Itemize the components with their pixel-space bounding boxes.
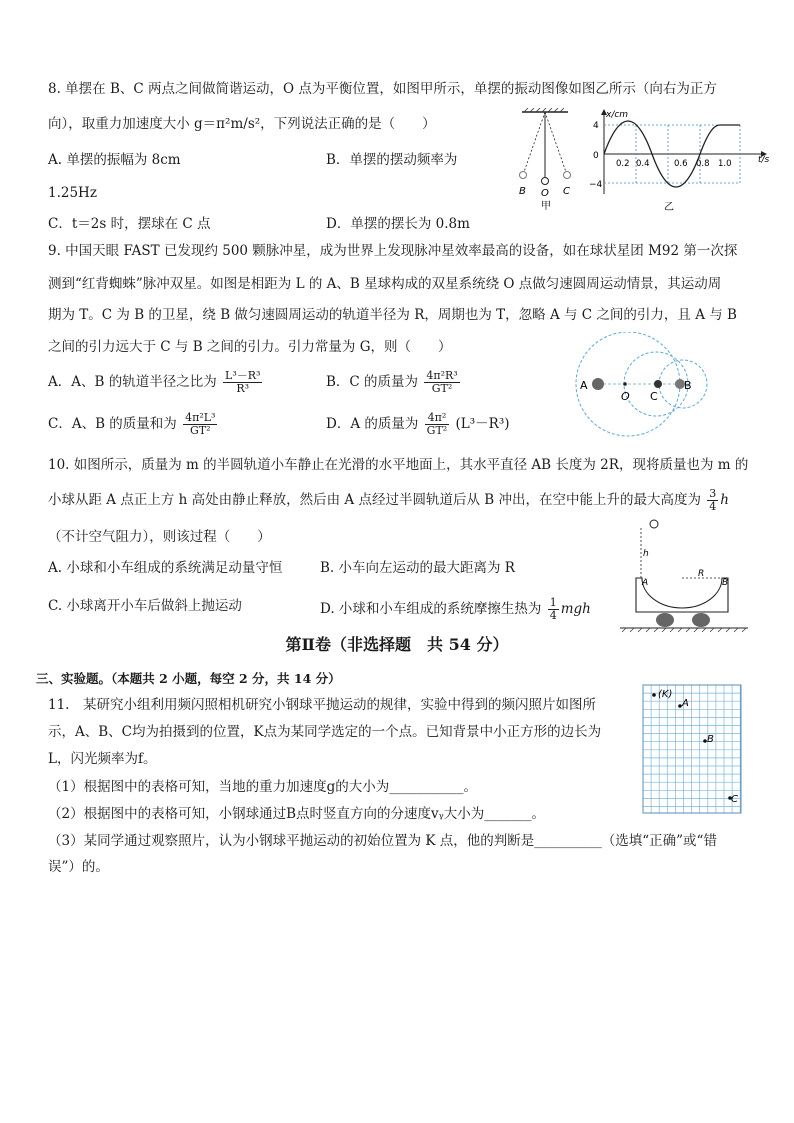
x-tick-0.6: 0.6 <box>674 159 688 169</box>
fig-caption-yi: 乙 <box>664 202 674 213</box>
ball <box>650 520 658 528</box>
q8-option-b-continued: 1.25Hz <box>48 185 97 201</box>
wheel-left <box>656 613 674 627</box>
x-axis-label: t/s <box>758 155 770 165</box>
y-axis-label: x/cm <box>606 110 629 120</box>
q11-sub3-line1: （3）某同学通过观察照片，认为小钢球平抛运动的初始位置为 K 点，他的判断是__________（选填“正确”或“错 <box>48 833 717 849</box>
q8-option-d: D．单摆的摆长为 0.8m <box>326 216 470 232</box>
q8-stem-line1: 8. 单摆在 B、C 两点之间做简谐运动，O 点为平衡位置，如图甲所示，单摆的振动图像如图乙所示（向右为正方 <box>48 81 717 97</box>
q10-option-b: B. 小车向左运动的最大距离为 R <box>320 560 515 576</box>
label-c: C <box>731 794 738 805</box>
oscillation-graph <box>584 104 784 214</box>
q9-option-d: D．A 的质量为 $\frac{\text{4π²}}{\text{GT²}}$ (L³－R³) <box>326 411 510 437</box>
wheel-right <box>692 613 710 627</box>
q9-option-c: C．A、B 的质量和为 $\frac{\text{4π²L³}}{\text{GT²}}$ <box>48 411 216 437</box>
label-o: O <box>541 188 549 199</box>
q9-stem-line3: 期为 T。C 为 B 的卫星，绕 B 做匀速圆周运动的轨道半径为 R，周期也为 T，忽略 A 与 C 之间的引力，且 A 与 B <box>48 307 737 323</box>
q11-stem-line3: L，闪光频率为f。 <box>48 751 157 767</box>
pendulum-string-left <box>524 112 545 172</box>
fig-caption-jia: 甲 <box>541 201 551 212</box>
satellite-c <box>654 380 662 388</box>
q9-stem-line2: 测到“红背蜘蛛”脉冲双星。如图是相距为 L 的 A、B 星球构成的双星系统绕 O 点做匀速圆周运动情景，其运动周 <box>48 276 722 292</box>
q9-d-fraction: $\frac{\text{4π²}}{\text{GT²}}$ <box>426 411 448 437</box>
binary-star-figure <box>570 332 770 444</box>
pendulum-figure <box>508 108 582 212</box>
x-tick-0.2: 0.2 <box>616 159 630 169</box>
q11-sub3-line2: 误”）的。 <box>48 859 109 875</box>
cart-body <box>636 578 728 612</box>
q9-a-fraction: $\frac{\text{L³－R³}}{\text{R³}}$ <box>225 369 261 395</box>
label-k: (K) <box>658 689 673 700</box>
q10-option-d: D. 小球和小车组成的系统摩擦生热为 $\frac{1}{4}$ mgh <box>320 596 591 622</box>
q8-stem-line2: 向），取重力加速度大小 g＝π²m/s²，下列说法正确的是（ ） <box>48 116 436 132</box>
label-b: B <box>707 734 714 745</box>
q10-option-a: A. 小球和小车组成的系统满足动量守恒 <box>48 560 283 576</box>
q10-stem-line2: 小球从距 A 点正上方 h 高处由静止释放，然后由 A 点经过半圆轨道后从 B 冲出，在空中能上升的最大高度为 $\frac{3}{4}$ h <box>48 487 729 513</box>
q9-b-fraction: $\frac{\text{4π²R³}}{\text{GT²}}$ <box>426 369 458 395</box>
label-c: C <box>563 186 570 197</box>
q10-d-fraction: $\frac{1}{4}$ <box>549 596 557 622</box>
bob-c <box>564 172 571 179</box>
bob-b <box>520 172 527 179</box>
pendulum-string-right <box>545 112 566 172</box>
center-o <box>623 382 627 386</box>
q9-option-b: B．C 的质量为 $\frac{\text{4π²R³}}{\text{GT²}}$ <box>326 369 458 395</box>
q8-option-a: A. 单摆的振幅为 8cm <box>48 152 181 168</box>
bob-o <box>542 178 549 185</box>
point-k <box>652 693 656 697</box>
q11-sub2: （2）根据图中的表格可知，小钢球通过B点时竖直方向的分速度vᵧ大小为_______。 <box>48 806 545 822</box>
strobe-grid-figure <box>642 684 744 816</box>
section-header: 三、实验题。（本题共 2 小题，每空 2 分，共 14 分） <box>36 671 341 686</box>
label-a: A <box>580 379 588 392</box>
label-b: B <box>722 578 729 588</box>
label-h: h <box>643 549 649 559</box>
q11-stem-line2: 示，A、B、C均为拍摄到的位置，K点为某同学选定的一个点。已知背景中小正方形的边长为 <box>48 724 602 740</box>
label-b: B <box>519 186 526 197</box>
q11-sub1: （1）根据图中的表格可知，当地的重力加速度g的大小为___________。 <box>48 779 477 795</box>
grid-border <box>643 685 741 813</box>
label-a: A <box>642 578 649 588</box>
q10-stem-fraction: $\frac{3}{4}$ <box>709 487 717 513</box>
label-a: A <box>682 698 689 709</box>
section-title: 第Ⅱ卷（非选择题 共 54 分） <box>285 635 509 654</box>
q9-c-fraction: $\frac{\text{4π²L³}}{\text{GT²}}$ <box>185 411 216 437</box>
x-tick-1.0: 1.0 <box>718 159 732 169</box>
x-tick-0.8: 0.8 <box>696 159 710 169</box>
y-tick-0: 0 <box>593 151 599 161</box>
q10-stem-line3: （不计空气阻力），则该过程（ ） <box>48 529 271 545</box>
q10-option-c: C. 小球离开小车后做斜上抛运动 <box>48 598 242 614</box>
q9-stem-line4: 之间的引力远大于 C 与 B 之间的引力。引力常量为 G，则（ ） <box>48 339 452 355</box>
x-tick-0.4: 0.4 <box>636 159 650 169</box>
label-c: C <box>650 390 658 403</box>
q8-option-b: B．单摆的摆动频率为 <box>326 152 458 168</box>
y-tick-4: 4 <box>593 121 599 131</box>
q8-option-c: C．t＝2s 时，摆球在 C 点 <box>48 216 211 232</box>
q10-stem-line1: 10. 如图所示，质量为 m 的半圆轨道小车静止在光滑的水平地面上，其水平直径 AB 长度为 2R，现将质量也为 m 的 <box>48 457 749 473</box>
label-r: R <box>698 569 705 579</box>
background-grid <box>643 685 741 813</box>
star-a <box>592 378 604 390</box>
y-tick-neg4: −4 <box>589 180 603 190</box>
q9-option-a: A．A、B 的轨道半径之比为 $\frac{\text{L³－R³}}{\text{R³}}$ <box>48 369 261 395</box>
label-o: O <box>621 390 630 403</box>
q11-stem-line1: 11. 某研究小组利用频闪照相机研究小钢球平抛运动的规律，实验中得到的频闪照片如图所 <box>48 697 596 713</box>
label-b: B <box>684 379 692 392</box>
cart-figure <box>614 518 754 634</box>
q9-stem-line1: 9. 中国天眼 FAST 已发现约 500 颗脉冲星，成为世界上发现脉冲星效率最高的设备，如在球状星团 M92 第一次探 <box>48 243 738 259</box>
